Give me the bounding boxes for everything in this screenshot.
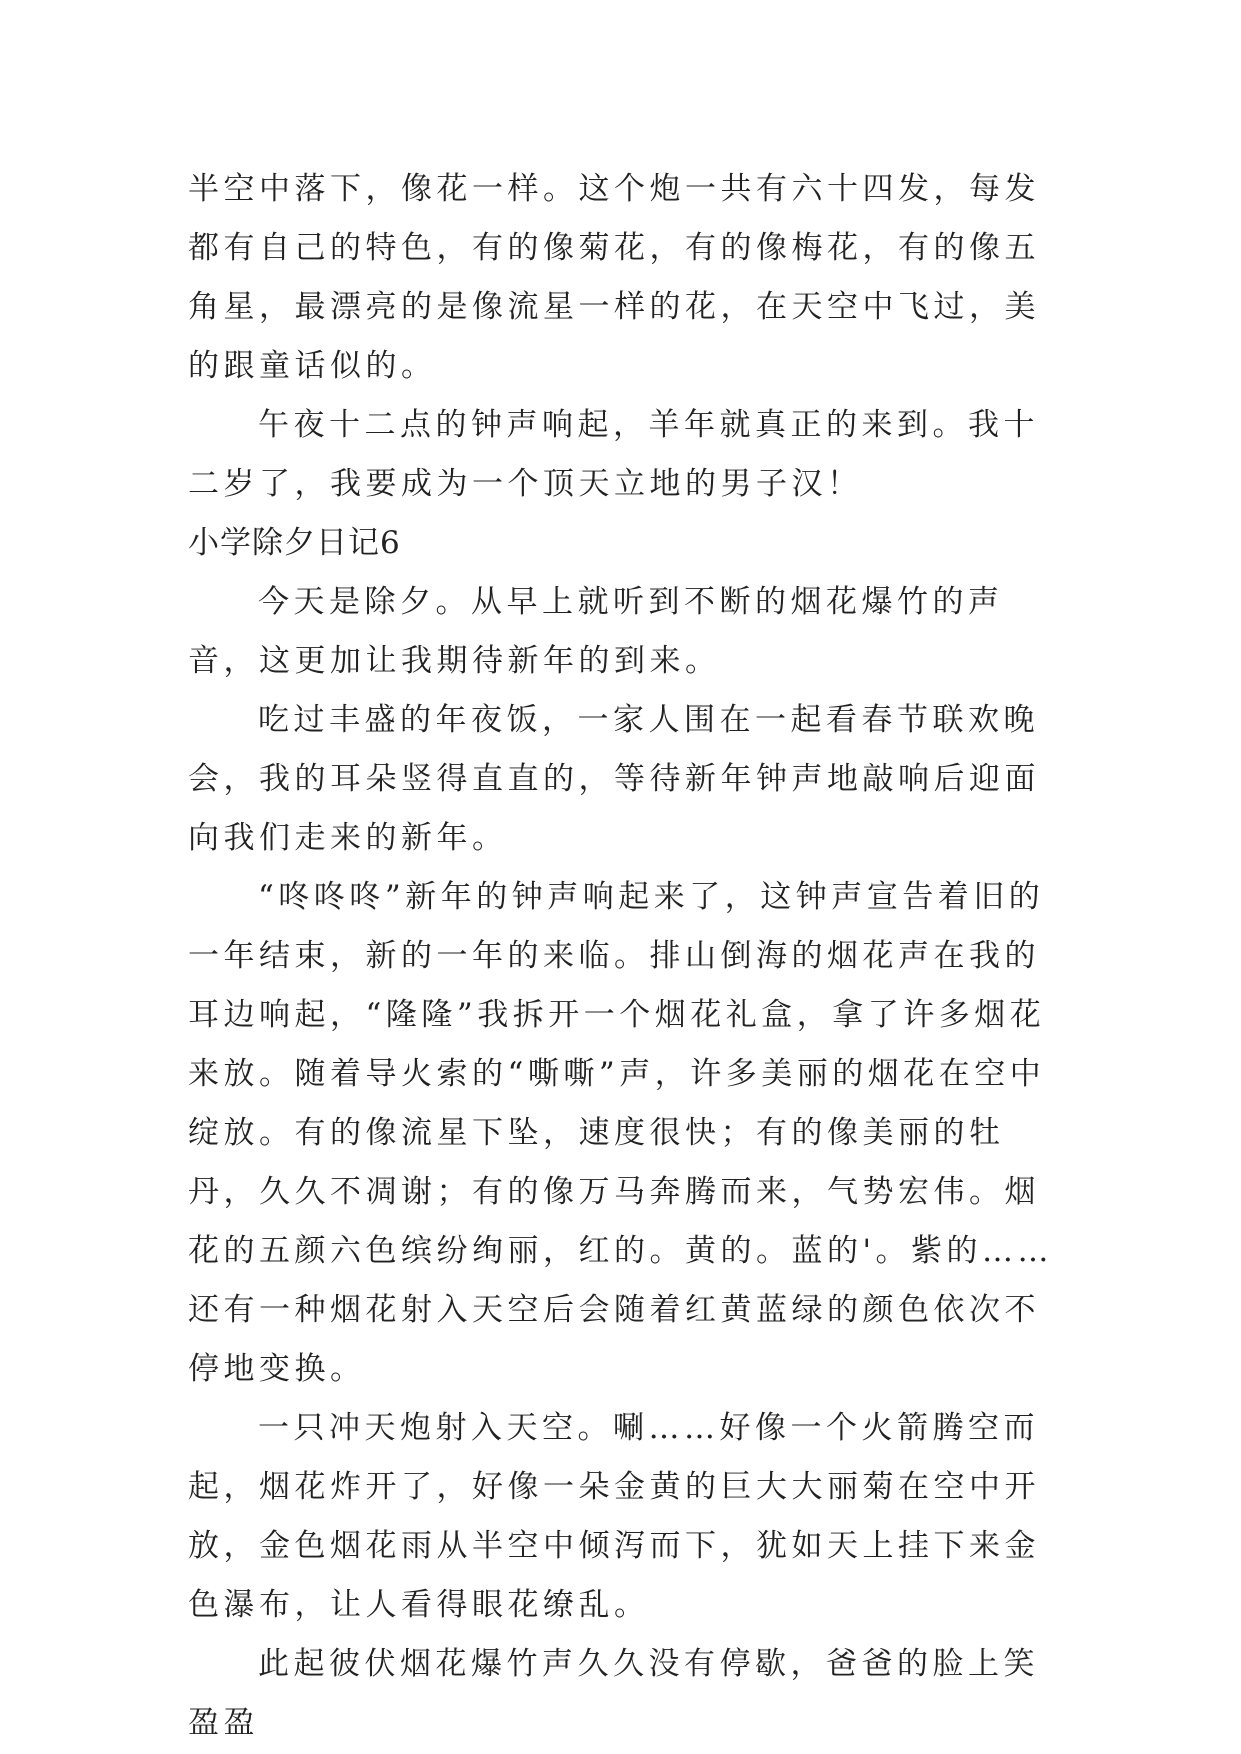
paragraph-today: 今天是除夕。从早上就听到不断的烟花爆竹的声音，这更加让我期待新年的到来。: [188, 584, 1004, 679]
paragraph-midnight: 午夜十二点的钟声响起，羊年就真正的来到。我十二岁了，我要成为一个顶天立地的男子汉！: [188, 407, 1039, 502]
paragraph-continued: 半空中落下，像花一样。这个炮一共有六十四发，每发都有自己的特色，有的像菊花，有的像梅花，有的像五角星，最漂亮的是像流星一样的花，在天空中飞过，美的跟童话似的。: [188, 171, 1040, 384]
paragraph-dinner: 吃过丰盛的年夜饭，一家人围在一起看春节联欢晚会，我的耳朵竖得直直的，等待新年钟声地敲响后迎面向我们走来的新年。: [188, 702, 1040, 856]
paragraph-rocket: 一只冲天炮射入天空。唰……好像一个火箭腾空而起，烟花炸开了，好像一朵金黄的巨大大丽菊在空中开放，金色烟花雨从半空中倾泻而下，犹如天上挂下来金色瀑布，让人看得眼花缭乱。: [188, 1410, 1040, 1623]
paragraph-bell: “咚咚咚”新年的钟声响起来了，这钟声宣告着旧的一年结束，新的一年的来临。排山倒海的烟花声在我的耳边响起，“隆隆”我拆开一个烟花礼盒，拿了许多烟花来放。随着导火索的“嘶嘶”声，许多美丽的烟花在空中绽放。有的像流星下坠，速度很快；有的像美丽的牡丹，久久不凋谢；有的像万马奔腾而来，气势宏伟。烟花的五颜六色缤纷绚丽，红的。黄的。蓝的'。紫的……还有一种烟花射入天空后会随着红黄蓝绿的颜色依次不停地变换。: [188, 879, 1054, 1387]
document-body: [188, 160, 1063, 1753]
paragraph-dad: 此起彼伏烟花爆竹声久久没有停歇，爸爸的脸上笑盈盈: [188, 1646, 1039, 1741]
section-title: 小学除夕日记6: [188, 525, 401, 561]
